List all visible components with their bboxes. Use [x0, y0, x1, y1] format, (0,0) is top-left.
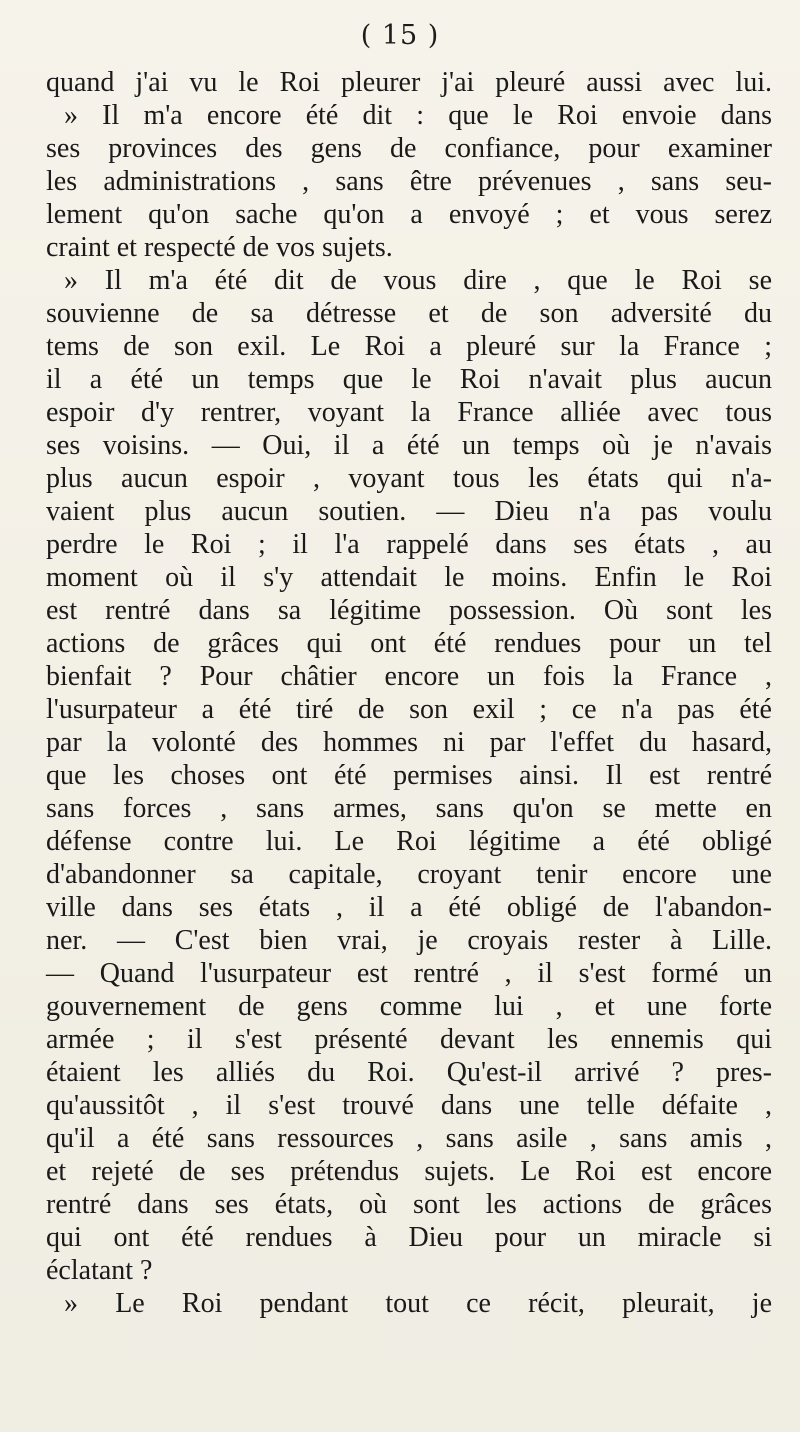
text-line: quand j'ai vu le Roi pleurer j'ai pleuré aussi avec lui. — [46, 67, 772, 98]
text-line: est rentré dans sa légitime possession. Où sont les — [46, 595, 772, 626]
text-line: bienfait ? Pour châtier encore un fois la France , — [46, 661, 772, 692]
text-line: ses provinces des gens de confiance, pour examiner — [46, 133, 772, 164]
text-line: moment où il s'y attendait le moins. Enfin le Roi — [46, 562, 772, 593]
text-line: étaient les alliés du Roi. Qu'est-il arrivé ? pres- — [46, 1057, 772, 1088]
text-line: tems de son exil. Le Roi a pleuré sur la France ; — [46, 331, 772, 362]
text-line: ses voisins. — Oui, il a été un temps où je n'avais — [46, 430, 772, 461]
text-line: armée ; il s'est présenté devant les ennemis qui — [46, 1024, 772, 1055]
text-line: que les choses ont été permises ainsi. Il est rentré — [46, 760, 772, 791]
text-line: qu'il a été sans ressources , sans asile , sans amis , — [46, 1123, 772, 1154]
page-number: ( 15 ) — [360, 20, 440, 51]
text-line: gouvernement de gens comme lui , et une forte — [46, 991, 772, 1022]
text-line: il a été un temps que le Roi n'avait plus aucun — [46, 364, 772, 395]
text-line: ner. — C'est bien vrai, je croyais rester à Lille. — [46, 925, 772, 956]
text-line: perdre le Roi ; il l'a rappelé dans ses états , au — [46, 529, 772, 560]
text-line: craint et respecté de vos sujets. — [46, 232, 393, 263]
text-line: éclatant ? — [46, 1255, 153, 1286]
text-line: sans forces , sans armes, sans qu'on se mette en — [46, 793, 772, 824]
text-line: les administrations , sans être prévenues , sans seu- — [46, 166, 772, 197]
text-line: qui ont été rendues à Dieu pour un miracle si — [46, 1222, 772, 1253]
text-line: — Quand l'usurpateur est rentré , il s'est formé un — [46, 958, 772, 989]
text-line: d'abandonner sa capitale, croyant tenir encore une — [46, 859, 772, 890]
text-line: l'usurpateur a été tiré de son exil ; ce n'a pas été — [46, 694, 772, 725]
text-line: défense contre lui. Le Roi légitime a été obligé — [46, 826, 772, 857]
text-line: » Il m'a été dit de vous dire , que le Roi se — [64, 265, 772, 296]
text-line: ville dans ses états , il a été obligé de l'abandon- — [46, 892, 772, 923]
text-line: actions de grâces qui ont été rendues pour un tel — [46, 628, 772, 659]
text-line: » Le Roi pendant tout ce récit, pleurait, je — [64, 1288, 772, 1319]
text-line: et rejeté de ses prétendus sujets. Le Roi est encore — [46, 1156, 772, 1187]
text-line: vaient plus aucun soutien. — Dieu n'a pas voulu — [46, 496, 772, 527]
text-line: espoir d'y rentrer, voyant la France alliée avec tous — [46, 397, 772, 428]
text-line: rentré dans ses états, où sont les actions de grâces — [46, 1189, 772, 1220]
text-line: plus aucun espoir , voyant tous les états qui n'a- — [46, 463, 772, 494]
text-line: par la volonté des hommes ni par l'effet du hasard, — [46, 727, 772, 758]
text-line: lement qu'on sache qu'on a envoyé ; et vous serez — [46, 199, 772, 230]
text-line: souvienne de sa détresse et de son adversité du — [46, 298, 772, 329]
body-text — [46, 66, 772, 1320]
text-line: qu'aussitôt , il s'est trouvé dans une telle défaite , — [46, 1090, 772, 1121]
text-line: » Il m'a encore été dit : que le Roi envoie dans — [64, 100, 772, 131]
